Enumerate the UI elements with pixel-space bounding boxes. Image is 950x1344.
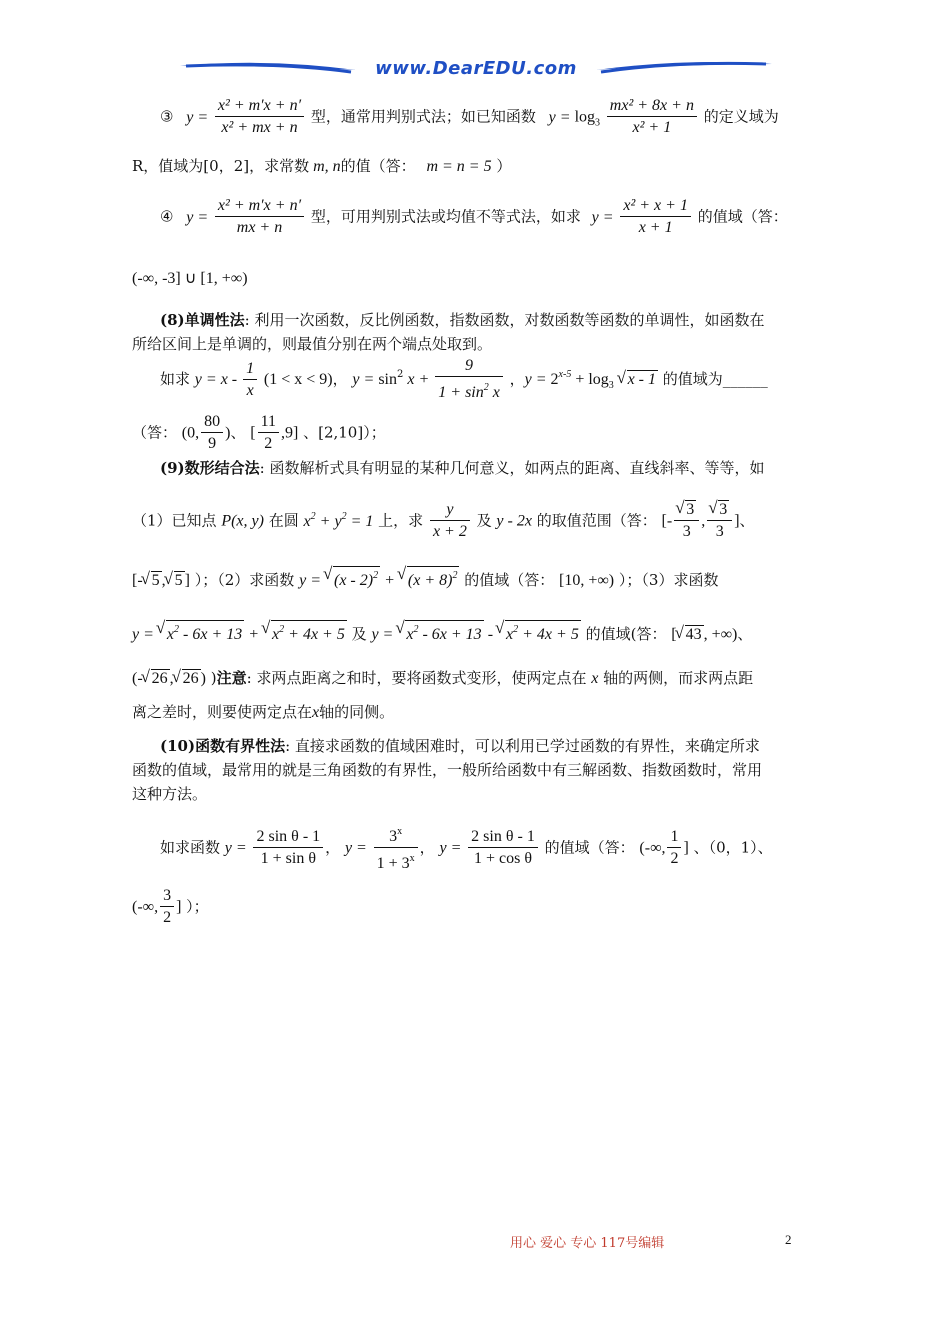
- section10-line3: 这种方法。: [132, 785, 208, 803]
- section8-example: 如求 y = x - $\frac{1}{x}$ (1 < x < 9)， $y = \sin^2 x$ + $\frac{9}{1 + \sin^2 x}$ ，$y = 2^{x-5} + \log_3$ √ x - 1 的值域为______: [160, 356, 768, 404]
- item3-line1: ③ y = $\frac{\text{x² + m′x + n′}}{\text{x² + mx + n}}$ 型，通常用判别式法；如已知函数 $y = \log_3$ $\frac{\text{mx² + 8x + n}}{\text{x² + 1}}$ 的定义域为: [160, 96, 779, 139]
- item3-text: 型，通常用判别式法；如已知函数: [310, 107, 536, 126]
- item4-line1: ④ y = $\frac{\text{x² + m′x + n′}}{mx + n}$ 型，可用判别式法或均值不等式法，如求 y = $\frac{\text{x² + x + 1}}{x + 1}$ 的值域（答：: [160, 196, 788, 239]
- section10-title: (10)函数有界性法: [160, 737, 286, 755]
- item4-answer: (-∞, -3] ∪ [1, +∞): [132, 270, 248, 287]
- section8-title: (8)单调性法: [160, 311, 245, 329]
- item3-log-fraction: $\frac{\text{mx² + 8x + n}}{\text{x² + 1}}$: [607, 96, 697, 139]
- section10-answer: (-∞, $\frac{3}{2}$ ] ）；: [132, 887, 209, 926]
- section10-line1: (10)函数有界性法: 直接求函数的值域困难时，可以利用已学过函数的有界性，来确定所求: [160, 737, 760, 755]
- item4-text: 型，可用判别式法或均值不等式法，如求: [310, 207, 581, 226]
- item3-line2: R，值域为[0，2]，求常数 m, n的值（答： m = n = 5 ）: [132, 157, 512, 175]
- section10-example: 如求函数 y = $\frac{\text{2 sin θ - 1}}{\text{1 + sin θ}}$ ， y = $\frac{3^x}{1 + 3^x}$ ， y = $\frac{\text{2 sin θ - 1}}{\text{1 + cos θ}}$ 的值域（答： (-∞, $\frac{1}{2}$ ] 、（0，1）、: [160, 822, 773, 875]
- section9-part3: y = √ $x^2 - 6x + 13$ + √ $x^2 + 4x + 5$ 及 y = √ $x^2 - 6x + 13$ - √ $x^2 + 4x + 5$ 的值域(答： [√ 43 , +∞)、: [132, 620, 752, 645]
- section9-line1: (9)数形结合法: 函数解析式具有明显的某种几何意义，如两点的距离、直线斜率、等等，如: [160, 459, 765, 477]
- item3-fraction: $\frac{\text{x² + m′x + n′}}{\text{x² + mx + n}}$: [215, 96, 304, 139]
- section9-note-line2: 离之差时，则要使两定点在x轴的同侧。: [132, 703, 395, 721]
- item4-answer-line: [132, 268, 248, 289]
- section9-note: (-√ 26 ,√ 26 ) )注意: 求两点距离之和时，要将函数式变形，使两定点在 x 轴的两侧，而求两点距: [132, 668, 753, 689]
- item3-text2: 的定义域为: [703, 107, 779, 126]
- item4-q-fraction: $\frac{\text{x² + x + 1}}{x + 1}$: [620, 196, 691, 239]
- page-number: 2: [785, 1232, 792, 1247]
- footer-text: 用心 爱心 专心 117号编辑: [510, 1236, 665, 1251]
- section9-part2: [-√ 5 ,√ 5 ] ）；（2）求函数 y = √ (x - 2)$^2$ + √ $(x + 8)^2$ 的值域（答： [10, +∞) ）；（3）求函数: [132, 566, 718, 591]
- section8-line1: (8)单调性法: 利用一次函数，反比例函数，指数函数，对数函数等函数的单调性，如函数在: [160, 311, 765, 329]
- note-label: 注意: [216, 669, 247, 687]
- section8-answer: （答： (0, $\frac{80}{9}$ )、 [ $\frac{11}{2}$ ,9] 、[2,10]）；: [132, 413, 386, 452]
- header-banner: [176, 56, 776, 86]
- section9-part1: （1）已知点 P(x, y) 在圆 $x^2 + y^2 = 1$ 上，求 $\frac{y}{x + 2}$ 及 y - 2x 的取值范围（答： [- √ $\frac{3}{3}$ , √ $\frac{3}{3}$ ]、: [132, 500, 755, 543]
- item3-marker: ③: [160, 107, 174, 126]
- section10-line2: 函数的值域，最常用的就是三角函数的有界性，一般所给函数中有三解函数、指数函数时，常用: [132, 761, 763, 779]
- item3-answer: m = n = 5: [426, 158, 492, 175]
- item4-marker: ④: [160, 207, 174, 226]
- item4-fraction: $\frac{\text{x² + m′x + n′}}{mx + n}$: [215, 196, 304, 239]
- section8-line2: 所给区间上是单调的，则最值分别在两个端点处取到。: [132, 335, 493, 353]
- site-url: www.DearEDU.com: [375, 58, 577, 79]
- section9-title: (9)数形结合法: [160, 459, 260, 477]
